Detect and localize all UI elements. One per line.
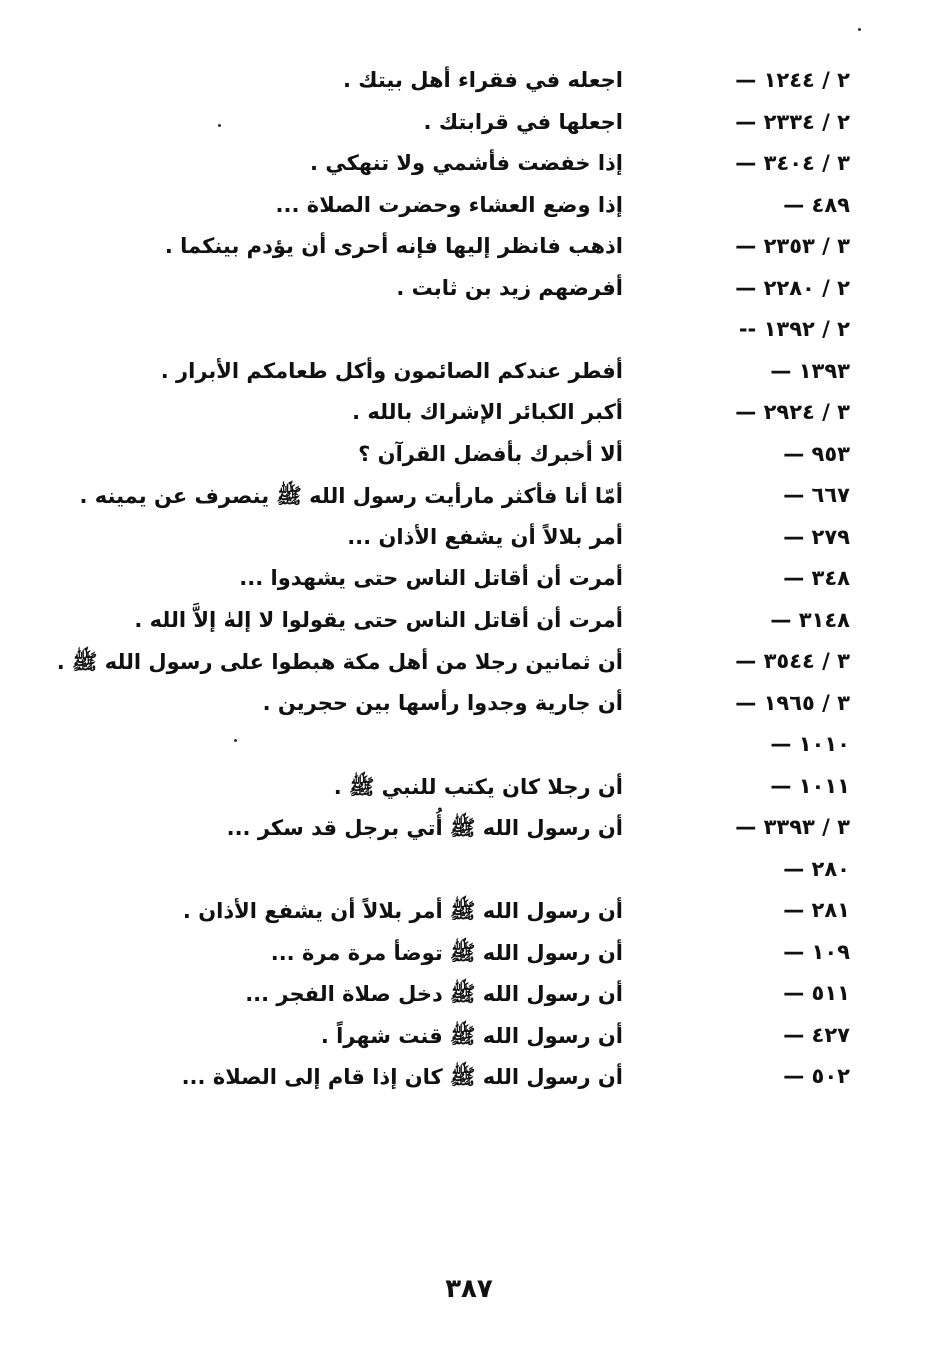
entry-reference: ٦٦٧ — — [783, 483, 850, 507]
entry-text: أمّا أنا فأكثر مارأيت رسول الله ﷺ ينصرف عن يمينه . — [79, 484, 623, 508]
entry-reference: ٣ / ٢٩٢٤ — — [735, 400, 850, 424]
entry-text: أمر بلالاً أن يشفع الأذان ... — [347, 524, 623, 549]
paper-speck — [234, 739, 237, 742]
entry-text: أن رسول الله ﷺ قنت شهراً . — [320, 1023, 623, 1048]
index-entry — [150, 189, 850, 231]
entry-reference: ١٠١٠ — — [770, 732, 850, 756]
index-entry — [150, 562, 850, 604]
hadith-index-list — [56, 64, 850, 1102]
index-entry — [150, 936, 850, 978]
entry-text: اجعلها في قرابتك . — [423, 109, 623, 134]
index-entry — [150, 355, 850, 397]
entry-reference: ٣١٤٨ — — [770, 607, 850, 632]
entry-text: اذهب فانظر إليها فإنه أحرى أن يؤدم بينكما . — [164, 234, 623, 258]
entry-reference: ٤٨٩ — — [783, 192, 850, 217]
index-entry — [150, 106, 850, 148]
entry-text: إذا وضع العشاء وحضرت الصلاة ... — [275, 192, 623, 217]
index-entry — [150, 521, 850, 563]
page-number: ٣٨٧ — [445, 1274, 493, 1304]
index-entry — [150, 272, 850, 314]
entry-reference: ٣ / ٣٤٠٤ — — [735, 151, 850, 175]
entry-text: أن رسول الله ﷺ أُتي برجل قد سكر ... — [226, 816, 623, 840]
entry-reference: ٤٢٧ — — [783, 1022, 850, 1047]
entry-text: أن رسول الله ﷺ كان إذا قام إلى الصلاة ... — [181, 1065, 623, 1089]
entry-text: أفرضهم زيد بن ثابت . — [396, 275, 623, 300]
entry-text: أن رسول الله ﷺ دخل صلاة الفجر ... — [245, 982, 623, 1006]
index-entry — [150, 1060, 850, 1102]
entry-reference: ٢٧٩ — — [783, 524, 850, 549]
entry-text: اجعله في فقراء أهل بيتك . — [343, 68, 623, 92]
index-entry — [150, 147, 850, 189]
index-entry — [150, 853, 850, 895]
entry-text: أن رجلا كان يكتب للنبي ﷺ . — [333, 774, 623, 799]
index-entry — [150, 687, 850, 729]
entry-text: أن رسول الله ﷺ توضأ مرة مرة ... — [270, 940, 623, 965]
index-entry — [150, 396, 850, 438]
entry-reference: ٣٤٨ — — [783, 566, 850, 590]
entry-reference: ٢ / ١٣٩٢ -- — [738, 317, 850, 341]
index-entry — [150, 438, 850, 480]
index-entry — [79, 479, 850, 521]
paper-speck — [858, 28, 861, 31]
index-entry — [150, 64, 850, 106]
entry-reference: ٥٠٢ — — [783, 1064, 850, 1088]
entry-text: أن ثمانين رجلا من أهل مكة هبطوا على رسول الله ﷺ . — [56, 650, 623, 674]
entry-text: أمرت أن أقاتل الناس حتى يقولوا لا إلهٰ إلاَّ الله . — [134, 607, 623, 632]
entry-text: إذا خفضت فأشمي ولا تنهكي . — [310, 151, 623, 175]
entry-reference: ١٠٩ — — [783, 939, 850, 964]
entry-reference: ١٠١١ — — [770, 773, 850, 798]
entry-text: أمرت أن أقاتل الناس حتى يشهدوا ... — [239, 566, 623, 590]
entry-reference: ٩٥٣ — — [783, 441, 850, 466]
index-entry — [150, 1019, 850, 1061]
entry-reference: ٢٨٠ — — [783, 856, 850, 881]
entry-reference: ٣ / ٣٣٩٣ — — [735, 815, 850, 839]
index-entry — [134, 604, 850, 646]
entry-text: أفطر عندكم الصائمون وأكل طعامكم الأبرار . — [160, 358, 623, 383]
index-entry — [150, 894, 850, 936]
entry-text: أن رسول الله ﷺ أمر بلالاً أن يشفع الأذان . — [182, 899, 623, 923]
entry-reference: ٣ / ١٩٦٥ — — [735, 690, 850, 715]
index-entry — [150, 313, 850, 355]
entry-reference: ٣ / ٢٣٥٣ — — [735, 234, 850, 258]
entry-reference: ٢ / ١٢٤٤ — — [735, 68, 850, 92]
entry-text: أكبر الكبائر الإشراك بالله . — [352, 400, 623, 424]
entry-reference: ٥١١ — — [783, 981, 850, 1005]
index-entry — [150, 230, 850, 272]
index-entry — [150, 770, 850, 812]
entry-reference: ٢٨١ — — [783, 898, 850, 922]
entry-reference: ٢ / ٢٣٣٤ — — [735, 109, 850, 134]
entry-reference: ٣ / ٣٥٤٤ — — [735, 649, 850, 673]
entry-reference: ٢ / ٢٢٨٠ — — [735, 275, 850, 300]
index-entry — [150, 811, 850, 853]
entry-text: ألا أخبرك بأفضل القرآن ؟ — [358, 441, 623, 466]
index-entry — [56, 645, 850, 687]
index-entry — [150, 977, 850, 1019]
paper-speck — [218, 124, 221, 127]
entry-text: أن جارية وجدوا رأسها بين حجرين . — [262, 690, 623, 715]
index-entry — [150, 728, 850, 770]
entry-reference: ١٣٩٣ — — [770, 358, 850, 383]
